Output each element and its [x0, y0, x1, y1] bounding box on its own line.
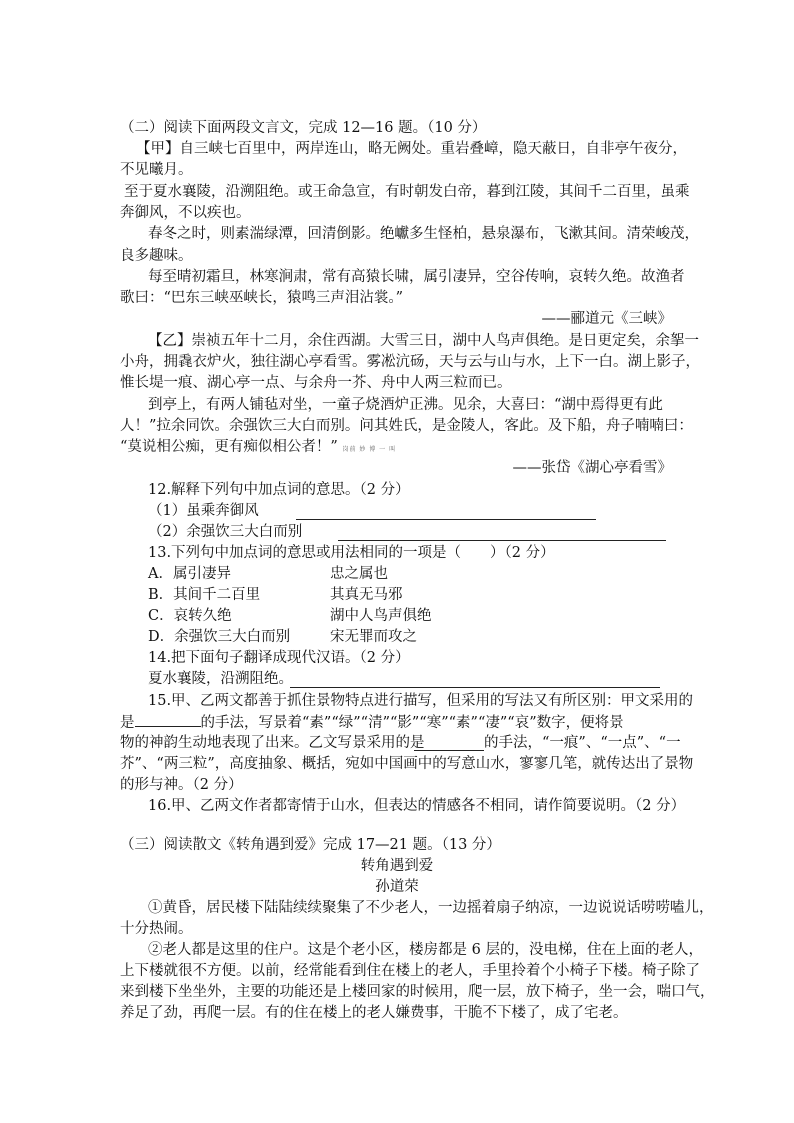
textB-line: 小舟，拥毳衣炉火，独往湖心亭看雪。雾凇沆砀，天与云与山与水，上下一白。湖上影子， [120, 354, 700, 370]
q12-answer-blank[interactable] [338, 526, 666, 541]
essay-line: 上下楼就很不方便。以前，经常能看到住在楼上的老人，手里拎着个小椅子下楼。椅子除了 [120, 963, 700, 979]
essay-author: 孙道荣 [375, 879, 419, 895]
q13-option-left: C．哀转久绝 [148, 608, 232, 624]
q14-answer-blank[interactable] [290, 673, 660, 688]
q15-line: 芥”、“两三粒”，高度抽象、概括，宛如中国画中的写意山水，寥寥几笔，就传达出了景物 [120, 756, 694, 772]
q15-blank-2[interactable] [414, 736, 484, 751]
textA-line: 良多趣味。 [120, 248, 193, 264]
textB-last-quote: “莫说相公痴，更有痴似相公者！” [120, 439, 338, 455]
q15-text: 的手法，写景着“素”“绿”“清”“影”“寒”“素”“凄”“哀”数字，便将景 [200, 715, 624, 731]
textB-line [120, 437, 396, 460]
essay-line: 来到楼下坐坐外，主要的功能还是上楼回家的时候用，爬一层，放下椅子，坐一会，喘口气， [120, 984, 715, 1000]
q15-line: 物的神韵生动地表现了出来。乙文写景采用的是 [120, 735, 425, 751]
q13-option-left: B．其间千二百里 [148, 587, 261, 603]
textB-source: ——张岱《湖心亭看雪》 [512, 460, 672, 476]
essay-line: 养足了劲，再爬一层。有的住在楼上的老人嫌费事，干脆不下楼了，成了宅老。 [120, 1005, 628, 1021]
q12-item-label: （2）余强饮三大白而别 [148, 524, 303, 540]
textA-line: 不见曦月。 [120, 162, 193, 178]
essay-line: 十分热闹。 [120, 921, 193, 937]
q15-line: 15.甲、乙两文都善于抓住景物特点进行描写，但采用的写法又有所区别：甲文采用的 [148, 693, 694, 709]
essay-title: 转角遇到爱 [360, 858, 434, 874]
textA-source: ——郦道元《三峡》 [541, 311, 672, 327]
q12-item [148, 522, 302, 542]
q15-blank-1[interactable] [135, 712, 201, 727]
textB-line: 【乙】崇祯五年十二月，余住西湖。大雪三日，湖中人鸟声俱绝。是日更定矣，余挐一 [148, 333, 699, 349]
textA-line: 奔御风，不以疾也。 [120, 205, 251, 221]
q12-stem: 12.解释下列句中加点词的意思。（2 分） [148, 482, 410, 498]
textA-line: 春冬之时，则素湍绿潭，回清倒影。绝巘多生怪柏，悬泉瀑布，飞漱其间。清荣峻茂， [148, 226, 699, 242]
section2-header: （二）阅读下面两段文言文，完成 12—16 题。（10 分） [120, 120, 487, 136]
q15-line: 的形与神。（2 分） [120, 777, 243, 793]
textB-line: 惟长堤一痕、湖心亭一点、与余舟一芥、舟中人两三粒而已。 [120, 375, 512, 391]
textA-line: 歌曰：“巴东三峡巫峡长，猿鸣三声泪沾裳。” [120, 290, 404, 306]
textA-line: 每至晴初霜旦，林寒涧肃，常有高猿长啸，属引凄异，空谷传响，哀转久绝。故渔者 [148, 269, 685, 285]
q13-option-right: 湖中人鸟声俱绝 [330, 608, 432, 624]
textB-line: 到亭上，有两人铺毡对坐，一童子烧酒炉正沸。见余，大喜曰：“湖中焉得更有此 [148, 397, 663, 413]
textA-line: 【甲】自三峡七百里中，两岸连山，略无阙处。重岩叠嶂，隐天蔽日，自非亭午夜分， [136, 141, 687, 157]
q16-stem: 16.甲、乙两文作者都寄情于山水，但表达的情感各不相同，请作简要说明。（2 分） [148, 798, 686, 814]
essay-line: ②老人都是这里的住户。这是个老小区，楼房都是 6 层的，没电梯，住在上面的老人， [148, 942, 703, 958]
q13-stem: 13.下列句中加点词的意思或用法相同的一项是（ ）（2 分） [148, 545, 555, 561]
q13-option-left: D．余强饮三大白而别 [148, 629, 291, 645]
textB-line: 人！”拉余同饮。余强饮三大白而别。问其姓氏，是金陵人，客此。及下船，舟子喃喃曰： [120, 418, 693, 434]
q12-item-label: （1）虽乘奔御风 [148, 503, 259, 519]
section3-header: （三）阅读散文《转角遇到爱》完成 17—21 题。（13 分） [120, 837, 501, 853]
q13-option-right: 忠之属也 [330, 566, 388, 582]
q13-option-right: 其真无马邪 [330, 587, 403, 603]
q15-text: 是 [120, 715, 135, 731]
q13-option-right: 宋无罪而攻之 [330, 629, 417, 645]
q15-line [120, 712, 624, 733]
tiny-note: 岗前 妙 博 一 叫 [342, 446, 397, 453]
q14-stem: 14.把下面句子翻译成现代汉语。（2 分） [148, 650, 410, 666]
textA-line: 至于夏水襄陵，沿溯阻绝。或王命急宣，有时朝发白帝，暮到江陵，其间千二百里，虽乘 [124, 184, 690, 200]
q15-line: 的手法，“一痕”、“一点”、“一 [484, 735, 681, 751]
q12-item [148, 501, 259, 521]
q14-sentence: 夏水襄陵，沿溯阻绝。 [148, 671, 293, 687]
essay-line: ①黄昏，居民楼下陆陆续续聚集了不少老人，一边摇着扇子纳凉，一边说说话唠唠嗑儿， [148, 900, 714, 916]
q12-answer-blank[interactable] [296, 505, 596, 520]
q13-option-left: A．属引凄异 [148, 566, 231, 582]
